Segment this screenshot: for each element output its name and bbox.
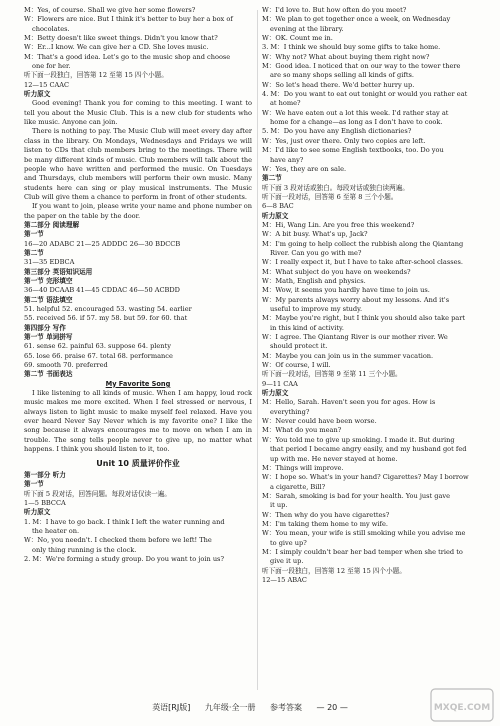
right-line: M：I simply couldn't bear her bad temper when she tried to [262,547,463,556]
page [24,6,486,696]
right-line: W：So let's head there. We'd better hurry up. [262,80,415,89]
left-line: 第一部分 听力 [24,470,66,479]
left-line: 第一节 [24,230,44,239]
left-line: 第一节 完形填空 [24,276,73,285]
right-line: M：Sarah, smoking is bad for your health. You just gave [262,491,451,500]
left-line: If you want to join, please write your name and phone number on the paper on the table by the door. [24,202,252,220]
left-line: I like listening to all kinds of music. When I am happy, loud rock music makes me more excited. When I feel stressed or nervous, I always listen to light music to make myself feel relaxed. Have you ever heard Never Say Never which is my favorite one? I like the song because it always encourages me to move on when I am in trouble. The song tells people never to give up, no matter what happens. I think you should listen to it, too. [24,389,252,454]
left-line: 51. helpful 52. encouraged 53. wasting 54. earlier [24,305,192,313]
right-line: 6—8 BAC [262,202,294,211]
left-line: M：Betty doesn't like sweet things. Didn't you know that? [24,34,218,43]
left-line: 第一节 [24,480,44,489]
right-line: have any? [270,155,304,164]
footer-page-number: — 20 — [316,703,348,712]
left-line: 听下面一段独白，回答第 12 至第 15 四个小题。 [24,71,168,80]
watermark-text: MXQE.COM [433,703,491,713]
right-line: give it up. [270,557,304,566]
right-line: M：I'd like to see some English textbooks, too. Do you [262,146,444,155]
left-line: 第二节 [24,248,44,257]
right-line: M：Good idea. I noticed that on our way to the tower there [262,62,461,71]
right-line: M：What do you mean? [262,426,342,435]
left-line: 31—35 EDBCA [24,258,75,267]
left-line: W：Er...I know. We can give her a CD. She loves music. [24,43,209,52]
left-line: There is nothing to pay. The Music Club will meet every day after class in the library. On Mondays, Wednesdays and Fridays we will listen to CDs that club members bring to the meetings. There will be many different kinds of music. Club members will talk about the people who have written and performed the music. On Tuesdays and Thursdays, club members will perform their own music. Many students here can sing or play musical instruments. The Music Club will give them a chance to perform in front of other students. [24,127,252,201]
right-line: W：Yes, just over there. Only two copies are left. [262,136,426,145]
footer-subject: 英语[RJ版] [152,703,191,712]
left-line: the heater on. [32,526,80,535]
right-line: up with me. He never stayed at home. [270,454,398,463]
right-line: 4. M：Do you want to eat out tonight or would you rather eat [262,90,468,99]
left-line: 69. smooth 70. preferred [24,361,108,370]
right-line: 听下面一段对话，回答第 6 至第 8 三个小题。 [262,192,398,201]
right-line: 12—15 ABAC [262,575,307,584]
left-line: My Favorite Song [105,379,171,388]
right-line: 听下面一段对话，回答第 9 至第 11 三个小题。 [262,370,402,379]
footer-section: 参考答案 [270,703,302,712]
right-line: W：Why not? What about buying them right now? [262,52,430,61]
right-line: M：I'm taking them home to my wife. [262,519,388,528]
left-line: 2. M：We're forming a study group. Do you want to join us? [24,554,224,563]
right-line: 听力原文 [262,211,289,220]
footer-grade: 九年级·全一册 [204,703,256,712]
right-line: in this kind of activity. [270,323,344,332]
right-line: W：My parents always worry about my lessons. And it's [262,295,450,304]
page-footer [0,702,500,718]
left-line: 1—5 BBCCA [24,498,66,507]
right-line: 听下面 3 段对话或独白。每段对话或独白读两遍。 [262,183,409,192]
left-line: 听力原文 [24,508,51,517]
right-line: M：Maybe you can join us in the summer vacation. [262,351,434,360]
right-line: M：We plan to get together once a week, on Wednesday [262,15,451,24]
right-line: to give up? [270,538,307,547]
right-line: M：Things will improve. [262,463,344,472]
right-line: W：Then why do you have cigarettes? [262,510,390,519]
right-line: M：I'm going to help collect the rubbish along the Qiantang [262,239,464,248]
left-column [24,6,252,564]
right-line: 3. M：I think we should buy some gifts to take home. [262,43,441,52]
right-line: at home? [270,99,301,108]
left-line: 55. received 56. if 57. my 58. but 59. for 60. that [24,314,188,323]
right-line: River. Can you go with me? [270,248,362,257]
left-line: 1. M：I have to go back. I think I left the water running and [24,517,225,526]
right-line: M：What subject do you have on weekends? [262,267,411,276]
left-line: 第二节 书面表达 [24,370,73,379]
right-line: W：Yes, they are on sale. [262,164,347,173]
left-line: 16—20 ADABC 21—25 ADDDC 26—30 BDCCB [24,239,181,248]
right-line: everything? [270,407,310,416]
left-line: Good evening! Thank you for coming to this meeting. I want to tell you about the Music Club. This is a new club for students who like music. Anyone can join. [24,99,252,127]
left-line: M：Yes, of course. Shall we give her some flowers? [24,6,196,14]
left-line: chocolates. [32,24,70,33]
right-line: M：Wow, it seems you hardly have time to join us. [262,286,430,295]
left-line: 第一节 单词拼写 [24,333,73,342]
right-line: W：You told me to give up smoking. I made it. But during [262,435,455,444]
left-line: 12—15 CAAC [24,80,70,89]
left-line: Unit 10 质量评价作业 [96,458,180,468]
right-line: that period I became angry easily, and my husband got fed [270,445,467,454]
left-line: W：Flowers are nice. But I think it's better to buy her a box of [24,15,233,24]
right-line: M：Hi, Wang Lin. Are you free this weekend? [262,220,415,229]
left-line: 听下面 5 段对话，回答问题。每段对话仅读一遍。 [24,489,171,498]
right-line: W：OK. Count me in. [262,34,333,43]
right-line: 5. M：Do you have any English dictionaries? [262,127,412,136]
right-line: W：I'd love to. But how often do you meet? [262,6,407,14]
left-line: 听力原文 [24,90,51,99]
right-line: 听力原文 [262,389,289,398]
right-line: a cigarette, Bill? [270,482,326,491]
right-line: W：Never could have been worse. [262,417,377,426]
left-line: 61. sense 62. painful 63. suppose 64. plenty [24,342,171,351]
right-line: M：Hello, Sarah. Haven't seen you for ages. How is [262,398,436,407]
right-line: home for a change—as long as I don't have to cook. [270,118,443,127]
left-line: 第二部分 阅读理解 [24,220,80,229]
right-line: W：Of course, I will. [262,361,331,370]
right-line: 第二节 [262,174,282,183]
left-line: 65. lose 66. praise 67. total 68. performance [24,351,173,360]
right-line: 9—11 CAA [262,379,298,388]
right-line: W：I really expect it, but I have to take after-school classes. [262,258,463,267]
right-line: W：I agree. The Qiantang River is our mother river. We [262,333,448,342]
right-line: are so many shops selling all kinds of gifts. [270,71,414,80]
left-line: 第三部分 英语知识运用 [24,267,93,276]
right-line: evening at the library. [270,24,344,33]
right-line: W：You mean, your wife is still smoking while you advise me [262,529,466,538]
right-line: should protect it. [270,342,328,351]
right-line: 听下面一段独白，回答第 12 至第 15 四个小题。 [262,566,406,575]
right-line: it up. [270,501,288,510]
left-line: W：No, you needn't. I checked them before we left! The [24,536,212,545]
right-line: W：Math, English and physics. [262,276,366,285]
right-line: W：A bit busy. What's up, Jack? [262,230,368,239]
right-column [262,6,490,585]
left-line: one for her. [32,62,71,71]
left-line: M：That's a good idea. Let's go to the music shop and choose [24,52,231,61]
right-line: W：We have eaten out a lot this week. I'd rather stay at [262,108,449,117]
right-line: M：Maybe you're right, but I think you should also take part [262,314,466,323]
left-line: 36—40 DCAAB 41—45 CDDAC 46—50 ACBDD [24,286,180,295]
watermark-logo [430,688,494,722]
left-line: only thing running is the clock. [32,545,137,554]
left-line: 第四部分 写作 [24,323,66,332]
column-divider [257,10,258,690]
left-line: 第二节 语法填空 [24,295,73,304]
right-line: W：I hope so. What's in your hand? Cigarettes? May I borrow [262,473,469,482]
right-line: useful to improve my study. [270,305,363,313]
